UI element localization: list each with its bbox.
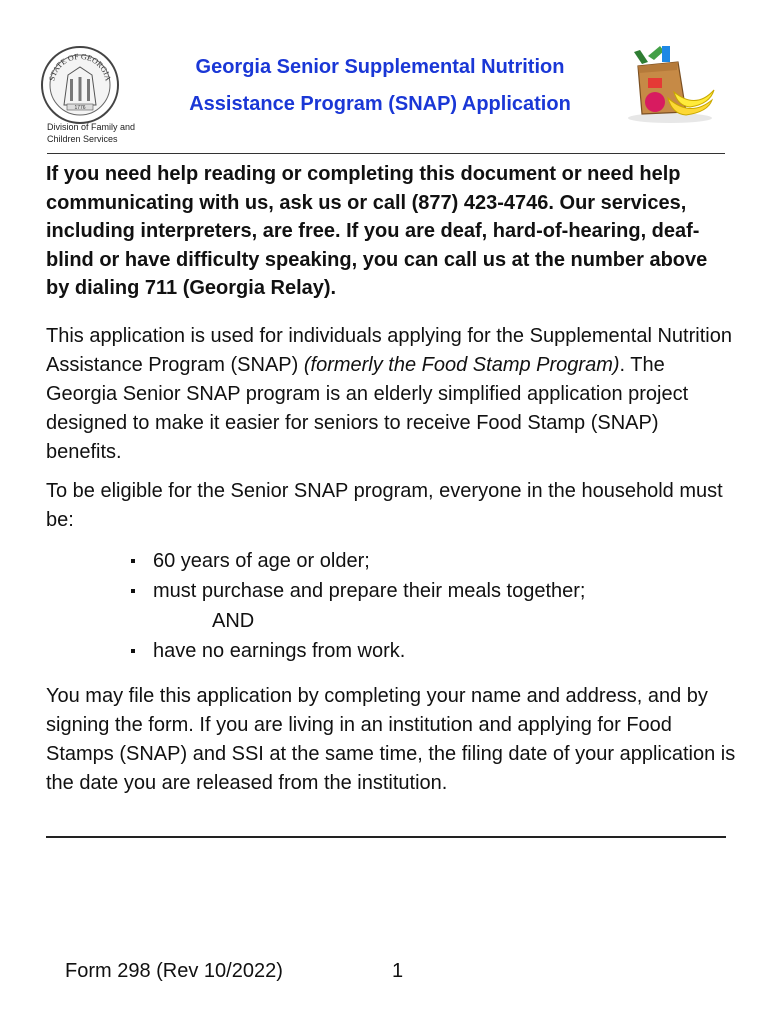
- form-number: Form 298 (Rev 10/2022): [65, 960, 283, 982]
- footer-divider: [46, 836, 726, 838]
- intro-text-end: . The Georgia Senior SNAP program is an elderly simplified application project designed to make it easier for seniors to receive Food Stamp (SNAP) benefits.: [46, 354, 689, 463]
- list-item: [129, 546, 585, 576]
- form-title: [150, 49, 610, 123]
- intro-text-start: This application is used for individuals applying for the Supplemental Nutrition Assistance Program (SNAP): [46, 325, 732, 376]
- bullet-icon: [131, 589, 135, 593]
- filing-instructions: You may file this application by completing your name and address, and by signing the form. If you are living in an institution and applying for Food Stamps (SNAP) and SSI at the same time, the filing date of your application is the date you are released from the institution.: [46, 685, 736, 794]
- bullet-icon: [131, 649, 135, 653]
- accessibility-notice: If you need help reading or completing this document or need help communicating with us, ask us or call (877) 423-4746. Our services, including interpreters, are free. If you are deaf, hard-of-hearing, deaf-blind or have difficulty speaking, you can call us at the number above by dialing 711 (Georgia Relay).: [46, 163, 708, 299]
- eligibility-lead: To be eligible for the Senior SNAP program, everyone in the household must be:: [46, 480, 723, 531]
- list-item-text: 60 years of age or older;: [153, 550, 370, 572]
- georgia-state-seal-icon: [40, 45, 120, 125]
- list-item-text: have no earnings from work.: [153, 640, 406, 662]
- bullet-icon: [131, 559, 135, 563]
- page-number: 1: [392, 960, 404, 982]
- header-divider: [47, 153, 725, 154]
- svg-text:1776: 1776: [74, 105, 86, 111]
- form-title-line-1: Georgia Senior Supplemental Nutrition: [195, 56, 565, 78]
- and-conjunction: AND: [212, 610, 255, 632]
- intro-italic-text: (formerly the Food Stamp Program): [303, 354, 620, 376]
- eligibility-list: [129, 546, 585, 666]
- list-item: [129, 576, 585, 606]
- form-title-line-2: Assistance Program (SNAP) Application: [189, 93, 571, 115]
- list-item-text: must purchase and prepare their meals together;: [153, 580, 586, 602]
- agency-name: Division of Family and Children Services: [47, 122, 136, 144]
- list-item: [129, 636, 585, 666]
- svg-text:STATE OF GEORGIA: STATE OF GEORGIA: [47, 51, 113, 82]
- grocery-bag-icon: [620, 42, 720, 124]
- intro-paragraph: [46, 322, 736, 467]
